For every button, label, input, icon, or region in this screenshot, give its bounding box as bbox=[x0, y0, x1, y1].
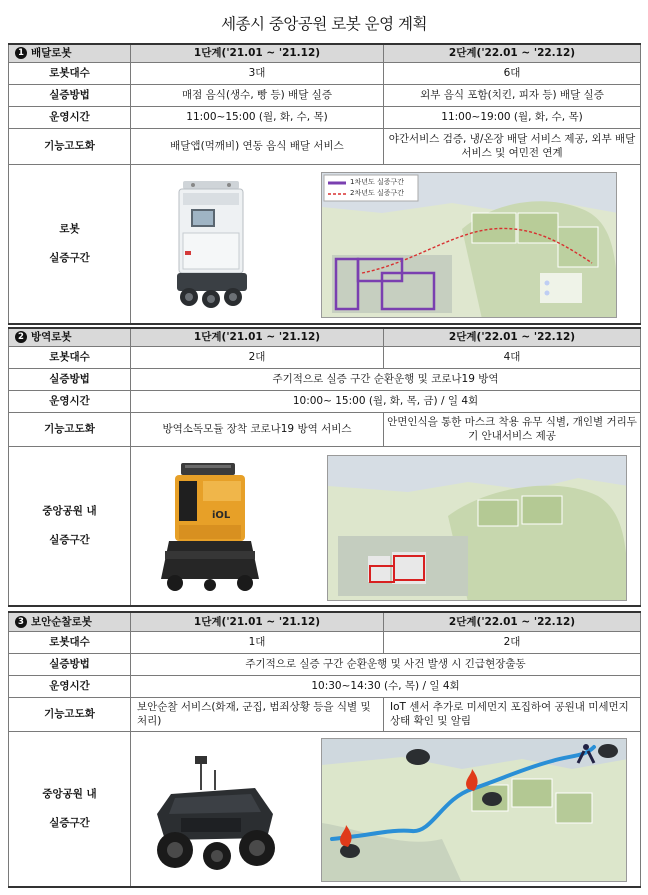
area-label: 중앙공원 내 실증구간 bbox=[9, 446, 131, 606]
row-label: 기능고도화 bbox=[9, 697, 131, 731]
disinfection-robot-image bbox=[151, 461, 269, 597]
section-name: 1 배달로봇 bbox=[9, 44, 131, 62]
row-label: 기능고도화 bbox=[9, 128, 131, 164]
merged-cell: 주기적으로 실증 구간 순환운행 및 코로나19 방역 bbox=[131, 368, 641, 390]
section-number-badge: 1 bbox=[15, 47, 27, 59]
route-visual bbox=[131, 446, 641, 606]
phase2-cell: 4대 bbox=[384, 346, 641, 368]
map-legend-1: 1차년도 실증구간 bbox=[350, 177, 405, 186]
phase2-cell: 11:00~19:00 (월, 화, 수, 목) bbox=[384, 106, 641, 128]
area-label: 로봇 실증구간 bbox=[9, 164, 131, 324]
patrol-route-map bbox=[321, 738, 627, 882]
phase2-header: 2단계('22.01 ~ '22.12) bbox=[384, 612, 641, 631]
row-label: 실증방법 bbox=[9, 84, 131, 106]
phase2-cell: 6대 bbox=[384, 62, 641, 84]
row-label: 운영시간 bbox=[9, 106, 131, 128]
merged-cell: 10:00~ 15:00 (월, 화, 목, 금) / 일 4회 bbox=[131, 390, 641, 412]
row-label: 로봇대수 bbox=[9, 62, 131, 84]
phase2-cell: 야간서비스 검증, 냉/온장 배달 서비스 제공, 외부 배달 서비스 및 여민전 연계 bbox=[384, 128, 641, 164]
section-number-badge: 2 bbox=[15, 331, 27, 343]
section-number-badge: 3 bbox=[15, 616, 27, 628]
patrol-robot-table bbox=[8, 611, 641, 888]
row-label: 실증방법 bbox=[9, 653, 131, 675]
section-name: 3 보안순찰로봇 bbox=[9, 612, 131, 631]
area-label: 중앙공원 내 실증구간 bbox=[9, 731, 131, 887]
phase2-header: 2단계('22.01 ~ '22.12) bbox=[384, 328, 641, 346]
phase1-cell: 2대 bbox=[131, 346, 384, 368]
row-label: 로봇대수 bbox=[9, 631, 131, 653]
delivery-robot-image bbox=[171, 179, 253, 313]
phase1-cell: 보안순찰 서비스(화재, 군집, 범죄상황 등을 식별 및 처리) bbox=[131, 697, 384, 731]
row-label: 운영시간 bbox=[9, 675, 131, 697]
phase2-cell: 안면인식을 통한 마스크 착용 유무 식별, 개인별 거리두기 안내서비스 제공 bbox=[384, 412, 641, 446]
page-title: 세종시 중앙공원 로봇 운영 계획 bbox=[221, 15, 427, 33]
merged-cell: 주기적으로 실증 구간 순환운행 및 사건 발생 시 긴급현장출동 bbox=[131, 653, 641, 675]
phase1-cell: 매점 음식(생수, 빵 등) 배달 실증 bbox=[131, 84, 384, 106]
row-label: 기능고도화 bbox=[9, 412, 131, 446]
phase1-cell: 11:00~15:00 (월, 화, 수, 목) bbox=[131, 106, 384, 128]
phase1-cell: 방역소독모듈 장착 코로나19 방역 서비스 bbox=[131, 412, 384, 446]
route-visual bbox=[131, 731, 641, 887]
delivery-robot-table bbox=[8, 43, 641, 325]
row-label: 운영시간 bbox=[9, 390, 131, 412]
phase1-header: 1단계('21.01 ~ '21.12) bbox=[131, 612, 384, 631]
phase1-header: 1단계('21.01 ~ '21.12) bbox=[131, 328, 384, 346]
disinfection-robot-table bbox=[8, 327, 641, 607]
phase1-cell: 1대 bbox=[131, 631, 384, 653]
phase1-cell: 배달앱(먹깨비) 연동 음식 배달 서비스 bbox=[131, 128, 384, 164]
row-label: 실증방법 bbox=[9, 368, 131, 390]
patrol-robot-image bbox=[151, 754, 281, 878]
phase1-header: 1단계('21.01 ~ '21.12) bbox=[131, 44, 384, 62]
phase2-header: 2단계('22.01 ~ '22.12) bbox=[384, 44, 641, 62]
phase2-cell: 외부 음식 포함(치킨, 피자 등) 배달 실증 bbox=[384, 84, 641, 106]
map-legend-2: 2차년도 실증구간 bbox=[350, 188, 405, 197]
robot-brand-tag: iOL bbox=[212, 509, 231, 521]
disinfection-route-map bbox=[327, 455, 627, 601]
delivery-route-map bbox=[321, 172, 617, 318]
phase2-cell: IoT 센서 추가로 미세먼지 포집하여 공원내 미세먼지 상태 확인 및 알림 bbox=[384, 697, 641, 731]
route-visual bbox=[131, 164, 641, 324]
section-name: 2 방역로봇 bbox=[9, 328, 131, 346]
phase1-cell: 3대 bbox=[131, 62, 384, 84]
phase2-cell: 2대 bbox=[384, 631, 641, 653]
merged-cell: 10:30~14:30 (수, 목) / 일 4회 bbox=[131, 675, 641, 697]
row-label: 로봇대수 bbox=[9, 346, 131, 368]
